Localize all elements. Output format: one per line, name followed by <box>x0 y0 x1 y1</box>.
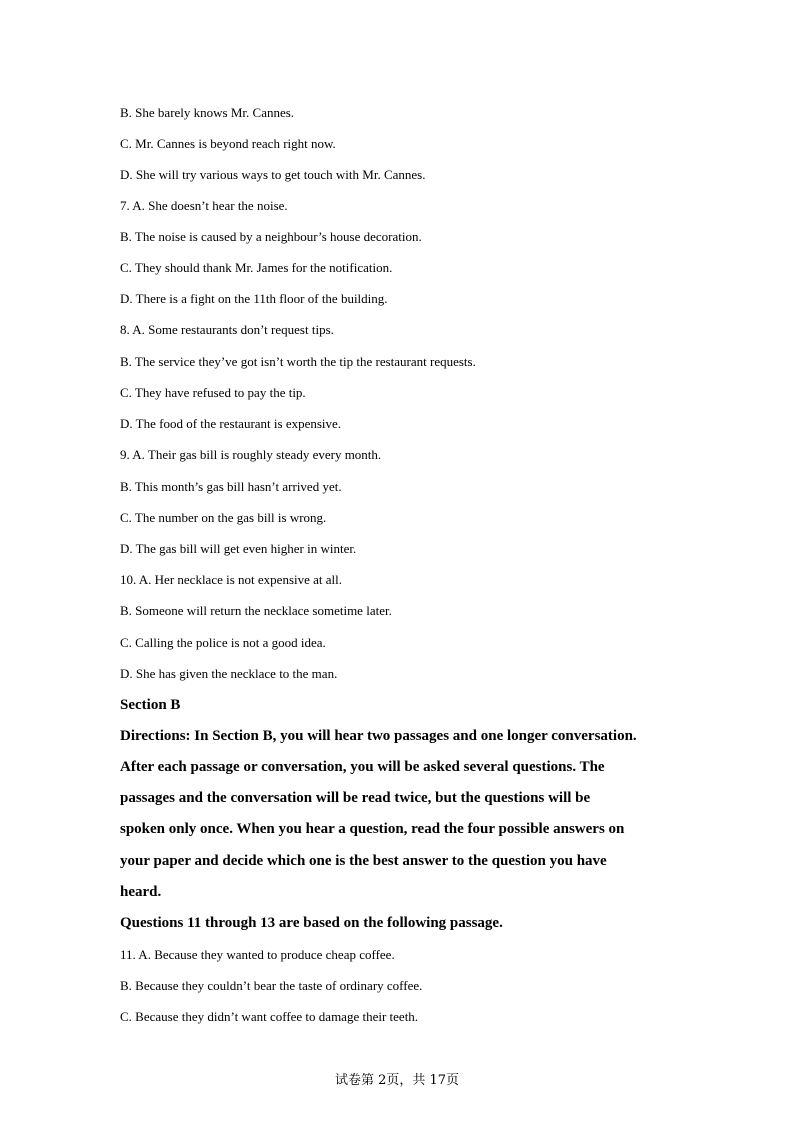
option-10a: 10. A. Her necklace is not expensive at all. <box>120 572 343 587</box>
option-7a: 7. A. She doesn’t hear the noise. <box>120 198 288 213</box>
option-6b: B. She barely knows Mr. Cannes. <box>120 105 295 120</box>
directions-line: heard. <box>120 884 162 900</box>
option-10d: D. She has given the necklace to the man. <box>120 666 338 681</box>
option-6c: C. Mr. Cannes is beyond reach right now. <box>120 136 336 151</box>
directions-line: Directions: In Section B, you will hear two passages and one longer conversation. <box>120 728 637 744</box>
directions-line: passages and the conversation will be read twice, but the questions will be <box>120 790 591 806</box>
option-10c: C. Calling the police is not a good idea. <box>120 635 326 650</box>
option-9b: B. This month’s gas bill hasn’t arrived yet. <box>120 479 342 494</box>
option-8a: 8. A. Some restaurants don’t request tips. <box>120 322 334 337</box>
option-6d: D. She will try various ways to get touch with Mr. Cannes. <box>120 167 426 182</box>
option-11b: B. Because they couldn’t bear the taste of ordinary coffee. <box>120 978 423 993</box>
directions-line: spoken only once. When you hear a question, read the four possible answers on <box>120 821 625 837</box>
option-11a: 11. A. Because they wanted to produce cheap coffee. <box>120 947 395 962</box>
option-7c: C. They should thank Mr. James for the notification. <box>120 260 393 275</box>
page-footer: 试卷第 2页，共 17页 <box>334 1073 460 1088</box>
option-8c: C. They have refused to pay the tip. <box>120 385 306 400</box>
option-9a: 9. A. Their gas bill is roughly steady every month. <box>120 447 382 462</box>
option-7b: B. The noise is caused by a neighbour’s house decoration. <box>120 229 422 244</box>
option-9d: D. The gas bill will get even higher in winter. <box>120 541 357 556</box>
option-9c: C. The number on the gas bill is wrong. <box>120 510 327 525</box>
option-8b: B. The service they’ve got isn’t worth the tip the restaurant requests. <box>120 354 476 369</box>
option-8d: D. The food of the restaurant is expensive. <box>120 416 342 431</box>
directions-line: After each passage or conversation, you will be asked several questions. The <box>120 759 605 775</box>
option-11c: C. Because they didn’t want coffee to damage their teeth. <box>120 1009 419 1024</box>
section-heading: Section B <box>120 697 181 713</box>
directions-line: your paper and decide which one is the best answer to the question you have <box>120 853 607 869</box>
passage-intro: Questions 11 through 13 are based on the following passage. <box>120 915 503 931</box>
option-10b: B. Someone will return the necklace sometime later. <box>120 603 392 618</box>
option-7d: D. There is a fight on the 11th floor of the building. <box>120 291 388 306</box>
